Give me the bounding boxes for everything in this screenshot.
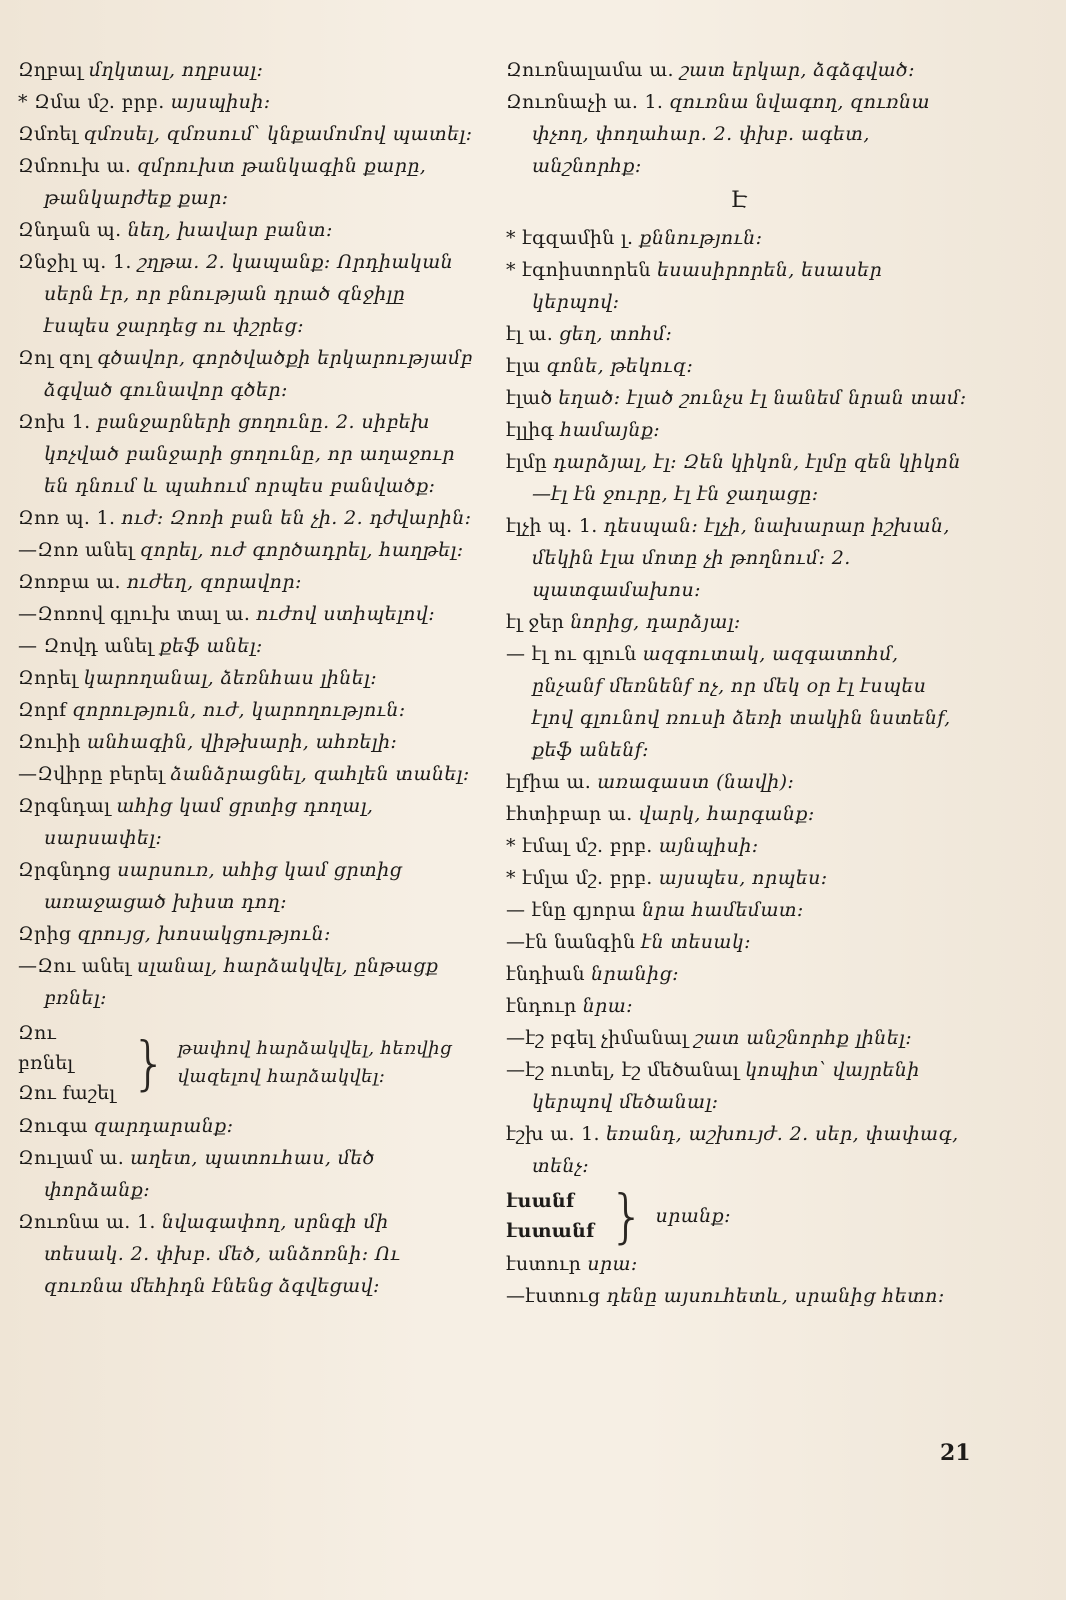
entry-headword: էլլիգ [506,419,555,441]
brace-headword: Զու fաշել [18,1082,116,1104]
dictionary-entry [18,406,474,502]
entry-definition: շատ անշնորհք լինել։ [694,1027,913,1049]
entry-headword: էհտիբար ա. [506,803,633,825]
entry-definition: ձանձրացնել, զահլեն տանել։ [170,763,470,785]
dictionary-entry [18,694,474,726]
entry-headword: — էլ ու գլուն [506,643,637,665]
entry-definition: քեֆ անել։ [159,635,263,657]
entry-headword: Զնջիլ պ. 1. [18,251,132,273]
entry-headword: Զուլամ ա. [18,1147,125,1169]
dictionary-entry [506,830,972,862]
entry-definition: աղետ, պատուհաս, մեծ փորձանք։ [44,1147,375,1201]
dictionary-entry [506,606,972,638]
entry-headword: — էնը գյորա [506,899,636,921]
section-letter: Է [730,188,748,213]
entry-definition: այսպես, որպես։ [658,867,828,889]
entry-headword: * էգզամին լ. [506,227,634,249]
dictionary-entry [506,54,972,86]
entry-definition: նեղ, խավար բանտ։ [127,219,333,241]
brace-definition: սրանք։ [655,1205,731,1227]
entry-headword: Զղբալ [18,59,83,81]
dictionary-entry [506,926,972,958]
entry-definition: գծավոր, գործվածքի երկարությամբ ձգված գունավոր գծեր։ [44,347,473,401]
entry-headword: էլած [506,387,553,409]
dictionary-entry [18,1206,474,1302]
entry-headword: * էգոիստորեն [506,259,651,281]
entry-definition: զրույց, խոսակցություն։ [77,923,331,945]
entry-definition: ուժով ստիպելով։ [256,603,436,625]
curly-brace: } [608,1182,646,1250]
entry-definition: քննություն։ [639,227,763,249]
entry-headword: էնդիան [506,963,585,985]
entry-headword: — Զովդ անել [18,635,154,657]
dictionary-entry [506,862,972,894]
entry-headword: էշխ ա. 1. [506,1123,600,1145]
dictionary-entry [506,350,972,382]
entry-definition: դեսպան։ էլչի, նախարար իշխան, մեկին էլա մոտը չի թողնում։ 2. պատգամախոս։ [532,515,950,601]
dictionary-entry [506,1248,972,1280]
entry-definition: համայնք։ [560,419,661,441]
left-tail-entries [18,1110,474,1302]
entry-headword: Զուռնաչի ա. 1. [506,91,664,113]
dictionary-entry [506,1022,972,1054]
curly-brace: } [130,1029,168,1097]
entry-definition: գոնե, թեկուզ։ [546,355,694,377]
dictionary-entry [506,894,972,926]
entry-definition: կարողանալ, ձեռնհաս լինել։ [83,667,378,689]
dictionary-entry [506,254,972,318]
dictionary-entry [506,798,972,830]
brace-headwords [18,1018,117,1108]
dictionary-entry [18,118,474,150]
right-entries [506,222,972,1182]
entry-definition: սլանալ, հարձակվել, ընթացք բռնել։ [44,955,439,1009]
entry-headword: Զմռել [18,123,78,145]
entry-headword: —էշ ուտել, էշ մեծանալ [506,1059,740,1081]
dictionary-entry [506,318,972,350]
entry-headword: Զոռ պ. 1. [18,507,116,529]
dictionary-entry [18,758,474,790]
brace-entry-esanq [506,1182,972,1250]
left-column [18,54,474,1302]
dictionary-entry [506,86,972,182]
entry-definition: զմռսել, զմռսում՝ կնքամոմով պատել։ [83,123,473,145]
entry-headword: էլա [506,355,541,377]
entry-definition: բանջարների ցողունը. 2. սիբեխ կոչված բանջարի ցողունը, որ աղաջուր են դնում և պահում որպես բանվածք։ [44,411,455,497]
entry-definition: զմրուխտ թանկագին քարը, թանկարժեք քար։ [44,155,427,209]
dictionary-entry [18,726,474,758]
entry-headword: Զուռնալամա ա. [506,59,674,81]
page-number: 21 [940,1440,971,1466]
entry-definition: նվագափող, սրնգի մի տեսակ. 2. փխբ. մեծ, անձոռնի։ Ու զուռնա մեհիդն էնենց ձգվեցավ։ [44,1211,401,1297]
right-column [506,54,972,1312]
entry-headword: էլ ջեր [506,611,565,633]
entry-headword: Զրից [18,923,72,945]
entry-headword: * էմալ մշ. բրբ. [506,835,653,857]
entry-headword: * Զմա մշ. բրբ. [18,91,165,113]
entry-headword: Զոխ 1. [18,411,91,433]
dictionary-entry [506,958,972,990]
entry-headword: Զուիի [18,731,81,753]
entry-headword: —Զու անել [18,955,131,977]
entry-definition: եռանդ, աշխույժ. 2. սեր, փափագ, տենչ։ [532,1123,959,1177]
entry-headword: Զորf [18,699,67,721]
dictionary-entry [18,502,474,534]
entry-headword: * էմլա մշ. բրբ. [506,867,653,889]
entry-definition: շղթա. 2. կապանք։ Որդիական սերն էր, որ բնության դրած զնջիլը էսպես ջարդեց ու փշրեց։ [44,251,454,337]
dictionary-entry [18,1110,474,1142]
entry-headword: Զոռբա ա. [18,571,121,593]
entry-definition: ազգուտակ, ազգատոհմ, ընչանf մեռնենf ոչ, որ մեկ օր էլ էսպես էլով գլունով ռուսի ձեռի տակին նստենf, քեֆ անենf։ [532,643,951,761]
entry-headword: էլչի պ. 1. [506,515,598,537]
entry-definition: մղկտալ, ողբսալ։ [88,59,264,81]
dictionary-entry [506,1118,972,1182]
dictionary-entry [506,446,972,510]
entry-definition: շատ երկար, ձգձգված։ [679,59,915,81]
brace-headword: էստանf [506,1220,595,1242]
dictionary-entry [506,510,972,606]
entry-definition: զորել, ուժ գործադրել, հաղթել։ [140,539,464,561]
dictionary-entry [506,382,972,414]
entry-headword: —Զոռ անել [18,539,135,561]
dictionary-entry [18,1142,474,1206]
brace-definition: թափով հարձակվել, հեռվից վազելով հարձակվել։ [177,1038,452,1087]
entry-definition: վարկ, հարգանք։ [638,803,815,825]
entry-definition: դենը այսուհետև, սրանից հետո։ [606,1285,945,1307]
entry-definition: եսասիրորեն, եսասեր կերպով։ [532,259,883,313]
dictionary-entry [18,246,474,342]
right-head-entries [506,54,972,182]
entry-headword: —էշ բգել չիմանալ [506,1027,689,1049]
dictionary-entry [506,990,972,1022]
dictionary-entry [506,414,972,446]
dictionary-entry [506,1054,972,1118]
dictionary-entry [18,342,474,406]
dictionary-entry [18,214,474,246]
dictionary-entry [18,566,474,598]
entry-headword: Զմռուխ ա. [18,155,132,177]
left-entries [18,54,474,1014]
entry-definition: ահից կամ ցրտից դողալ, սարսափել։ [44,795,374,849]
entry-headword: —Զոռով գլուխ տալ ա. [18,603,251,625]
dictionary-entry [18,662,474,694]
entry-headword: էստուր [506,1253,582,1275]
entry-headword: էլfիա ա. [506,771,592,793]
entry-definition: ուժեղ, զորավոր։ [126,571,302,593]
entry-headword: Զրգնդալ [18,795,111,817]
brace-headword: էսանf [506,1190,575,1212]
entry-headword: էնդուր [506,995,577,1017]
dictionary-entry [18,86,474,118]
entry-definition: առագաստ (նավի)։ [597,771,795,793]
entry-definition: եղած։ էլած շունչս էլ նանեմ նրան տամ։ [558,387,967,409]
dictionary-entry [506,222,972,254]
entry-definition: սրա։ [587,1253,638,1275]
entry-definition: էն տեսակ։ [641,931,752,953]
entry-definition: նրա։ [582,995,633,1017]
dictionary-entry [506,638,972,766]
entry-definition: զորություն, ուժ, կարողություն։ [72,699,406,721]
entry-definition: այսպիսի։ [170,91,271,113]
dictionary-entry [18,534,474,566]
entry-headword: էլ ա. [506,323,554,345]
entry-definition: նորից, դարձյալ։ [570,611,741,633]
entry-headword: —Զվիրը բերել [18,763,165,785]
entry-headword: Զորել [18,667,78,689]
dictionary-entry [506,1280,972,1312]
entry-definition: զարդարանք։ [94,1115,234,1137]
entry-definition: ցեղ, տոհմ։ [559,323,673,345]
entry-definition: կոպիտ՝ վայրենի կերպով մեծանալ։ [532,1059,920,1113]
entry-definition: նրա համեմատ։ [641,899,804,921]
dictionary-entry [18,630,474,662]
dictionary-entry [18,854,474,918]
entry-headword: Զրգնդոց [18,859,112,881]
dictionary-entry [18,150,474,214]
dictionary-entry [18,598,474,630]
entry-definition: նրանից։ [591,963,679,985]
entry-definition: ուժ։ Զոռի բան են չի. 2. դժվարին։ [121,507,472,529]
entry-headword: —էստուց [506,1285,601,1307]
dictionary-entry [506,766,972,798]
brace-headwords [506,1186,595,1246]
entry-headword: Զնդան պ. [18,219,122,241]
entry-headword: Զուգա [18,1115,88,1137]
entry-definition: դարձյալ, էլ։ Զեն կիկոն, էլմը զեն կիկոն—էլ էն ջուրը, էլ էն ջաղացը։ [532,451,961,505]
brace-entry-zu [18,1018,474,1108]
right-tail-entries [506,1248,972,1312]
entry-definition: սարսուռ, ահից կամ ցրտից առաջացած խիստ դող։ [44,859,403,913]
entry-headword: Զուռնա ա. 1. [18,1211,156,1233]
entry-headword: էլմը [506,451,547,473]
dictionary-entry [18,790,474,854]
entry-definition: զուռնա նվագող, զուռնա փչող, փողահար. 2. փխբ. ագետ, անշնորհք։ [532,91,930,177]
entry-headword: Զոլ զոլ [18,347,92,369]
dictionary-entry [18,950,474,1014]
entry-definition: այնպիսի։ [658,835,759,857]
entry-headword: —էն նանգին [506,931,636,953]
entry-definition: անհագին, վիթխարի, ահռելի։ [86,731,398,753]
dictionary-entry [18,54,474,86]
brace-headword: Զու բռնել [18,1022,74,1074]
dictionary-entry [18,918,474,950]
